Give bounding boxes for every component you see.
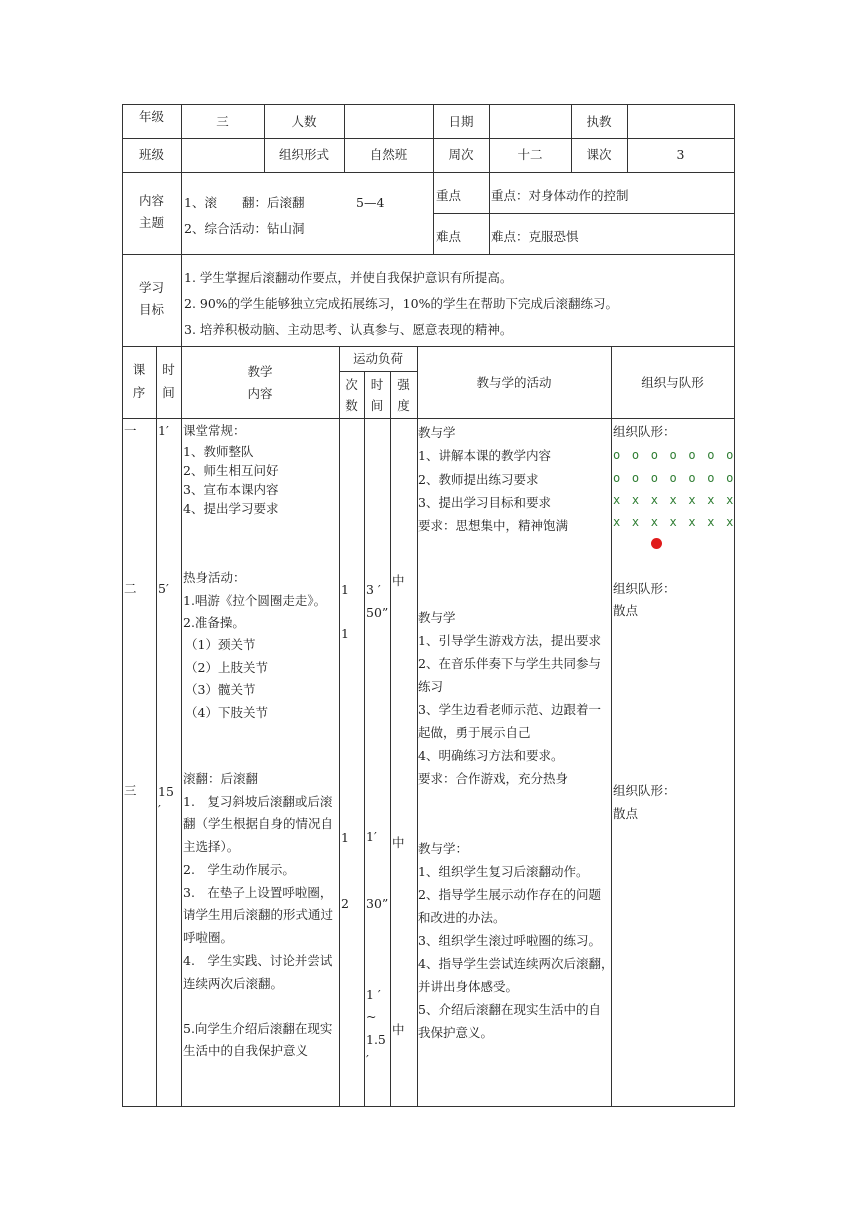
s3-content-line: 滚翻：后滚翻	[183, 771, 259, 786]
s2-content-line: 2.准备操。	[183, 615, 245, 630]
goal-item: 1. 学生掌握后滚翻动作要点，并使自我保护意识有所提高。	[184, 270, 513, 285]
s1-activity-line: 1、讲解本课的教学内容	[418, 448, 551, 463]
s3-duration: 1 ′	[366, 987, 381, 1002]
s3-content-line: 翻（学生根据自身的情况自	[183, 816, 334, 831]
s3-intensity: 中	[392, 1022, 405, 1037]
formation-row-circles: o o o o o o o	[613, 471, 736, 485]
teacher-position-dot	[651, 538, 662, 549]
s3-content-line: 1. 复习斜坡后滚翻或后滚	[183, 794, 333, 809]
class-label: 班级	[138, 147, 164, 162]
s3-duration: ′	[366, 1052, 369, 1067]
goal-item: 2. 90%的学生能够独立完成拓展练习，10%的学生在帮助下完成后滚翻练习。	[184, 296, 618, 311]
s2-activity-line: 3、学生边看老师示范、边跟着一	[418, 702, 601, 717]
topic-label-1: 内容	[138, 193, 164, 208]
formation-row-crosses: x x x x x x x	[613, 515, 736, 529]
grade-label: 年级	[138, 109, 164, 124]
s1-activity-line: 教与学	[418, 425, 456, 440]
key-value: 重点：对身体动作的控制	[491, 188, 629, 203]
col-time-1: 时	[162, 362, 175, 377]
s1-content-line: 课堂常规：	[183, 423, 246, 438]
col-duration-1: 时	[370, 377, 384, 392]
week-label: 周次	[448, 147, 474, 162]
s3-duration: 1.5	[366, 1032, 386, 1047]
s3-org-title: 组织队形：	[613, 783, 676, 798]
s3-duration: 30”	[366, 896, 389, 911]
difficulty-label: 难点	[436, 229, 462, 244]
topic-line-1-code: 5—4	[356, 195, 385, 210]
difficulty-value: 难点：克服恐惧	[491, 229, 579, 244]
s2-content-line: （4）下肢关节	[185, 705, 268, 720]
date-label: 日期	[448, 114, 474, 129]
s3-activity-line: 4、指导学生尝试连续两次后滚翻，	[418, 956, 614, 971]
s3-intensity: 中	[392, 835, 405, 850]
s3-content-line: 连续两次后滚翻。	[183, 976, 284, 991]
s1-activity-line: 2、教师提出练习要求	[418, 472, 539, 487]
col-content-1: 教学	[247, 364, 273, 379]
col-load: 运动负荷	[352, 351, 403, 366]
s2-activity-line: 起做，勇于展示自己	[418, 725, 531, 740]
s2-times: 1	[341, 626, 349, 641]
week-value: 十二	[517, 147, 543, 162]
form-label: 组织形式	[278, 147, 329, 162]
s2-duration: 3 ′	[366, 582, 381, 597]
s3-activity-line: 5、介绍后滚翻在现实生活中的自	[418, 1002, 601, 1017]
s1-content-line: 3、宣布本课内容	[183, 482, 279, 497]
s2-content-line: （3）髋关节	[185, 682, 256, 697]
s3-activity-line: 2、指导学生展示动作存在的问题	[418, 887, 601, 902]
col-intensity-1: 强	[397, 377, 410, 392]
goals-label-2: 目标	[138, 302, 164, 317]
section-2-time: 5′	[158, 581, 169, 596]
s2-activity-line: 要求：合作游戏，充分热身	[418, 771, 569, 786]
s2-activity-line: 4、明确练习方法和要求。	[418, 748, 564, 763]
s3-content-line: 3. 在垫子上设置呼啦圈，	[183, 885, 333, 900]
s3-content-line: 5.向学生介绍后滚翻在现实	[183, 1021, 333, 1036]
s3-activity-line: 3、组织学生滚过呼啦圈的练习。	[418, 933, 601, 948]
col-order-2: 序	[132, 385, 146, 400]
section-1-time: 1′	[158, 423, 169, 438]
s3-content-line: 生活中的自我保护意义	[183, 1043, 309, 1058]
goal-item: 3. 培养积极动脑、主动思考、认真参与、愿意表现的精神。	[184, 322, 513, 337]
s3-times: 2	[341, 896, 349, 911]
s2-times: 1	[341, 582, 349, 597]
col-times-1: 次	[345, 377, 358, 392]
col-duration-2: 间	[370, 398, 384, 413]
s1-org-title: 组织队形：	[613, 424, 676, 439]
col-organization: 组织与队形	[641, 375, 704, 390]
s3-content-line: 请学生用后滚翻的形式通过	[183, 907, 334, 922]
s3-content-line: 4. 学生实践、讨论并尝试	[183, 953, 333, 968]
s3-activity-line: 我保护意义。	[418, 1025, 494, 1040]
s3-activity-line: 1、组织学生复习后滚翻动作。	[418, 864, 589, 879]
s3-activity-line: 教与学：	[418, 841, 469, 856]
s3-activity-line: 和改进的办法。	[418, 910, 506, 925]
section-1-order: 一	[124, 423, 137, 438]
grade-value: 三	[216, 114, 229, 129]
col-content-2: 内容	[247, 386, 273, 401]
s3-duration: 1′	[366, 829, 377, 844]
s3-duration: ~	[366, 1009, 377, 1024]
s1-content-line: 4、提出学习要求	[183, 501, 279, 516]
s1-content-line: 2、师生相互问好	[183, 463, 279, 478]
s2-activity-line: 教与学	[418, 610, 456, 625]
teacher-label: 执教	[586, 114, 612, 129]
s1-activity-line: 3、提出学习目标和要求	[418, 495, 551, 510]
key-label: 重点	[436, 188, 462, 203]
s2-activity-line: 2、在音乐伴奏下与学生共同参与	[418, 656, 601, 671]
s2-duration: 50”	[366, 605, 389, 620]
col-order-1: 课	[132, 362, 146, 377]
s2-intensity: 中	[392, 573, 405, 588]
col-times-2: 数	[345, 398, 358, 413]
s1-content-line: 1、教师整队	[183, 444, 254, 459]
s2-content-line: 热身活动：	[183, 570, 246, 585]
topic-line-2: 2、综合活动：钻山洞	[184, 221, 305, 236]
s3-org-value: 散点	[613, 806, 639, 821]
goals-label-1: 学习	[138, 280, 164, 295]
lesson-label: 课次	[586, 147, 612, 162]
col-intensity-2: 度	[397, 398, 410, 413]
col-time-2: 间	[162, 385, 175, 400]
formation-row-crosses: x x x x x x x	[613, 493, 736, 507]
s3-activity-line: 并讲出身体感受。	[418, 979, 519, 994]
count-label: 人数	[291, 114, 317, 129]
col-activity: 教与学的活动	[476, 375, 552, 390]
form-value: 自然班	[369, 147, 408, 162]
s2-activity-line: 练习	[418, 679, 444, 694]
s3-content-line: 2. 学生动作展示。	[183, 862, 295, 877]
s1-activity-line: 要求：思想集中，精神饱满	[418, 518, 569, 533]
s2-content-line: （1）颈关节	[185, 637, 256, 652]
s2-content-line: （2）上肢关节	[185, 660, 268, 675]
s3-content-line: 主选择）。	[183, 839, 240, 854]
section-2-order: 二	[124, 581, 137, 596]
s2-activity-line: 1、引导学生游戏方法，提出要求	[418, 633, 601, 648]
s3-content-line: 呼啦圈。	[183, 930, 234, 945]
section-3-time-unit: ′	[158, 802, 161, 817]
topic-line-1: 1、滚 翻：后滚翻	[184, 195, 305, 210]
s3-times: 1	[341, 830, 349, 845]
topic-label-2: 主题	[138, 215, 164, 230]
s2-content-line: 1.唱游《拉个圆圈走走》。	[183, 593, 327, 608]
lesson-value: 3	[676, 147, 685, 162]
s2-org-value: 散点	[613, 603, 639, 618]
section-3-order: 三	[124, 783, 137, 798]
section-3-time: 15	[158, 784, 174, 799]
s2-org-title: 组织队形：	[613, 581, 676, 596]
formation-row-circles: o o o o o o o	[613, 448, 736, 462]
